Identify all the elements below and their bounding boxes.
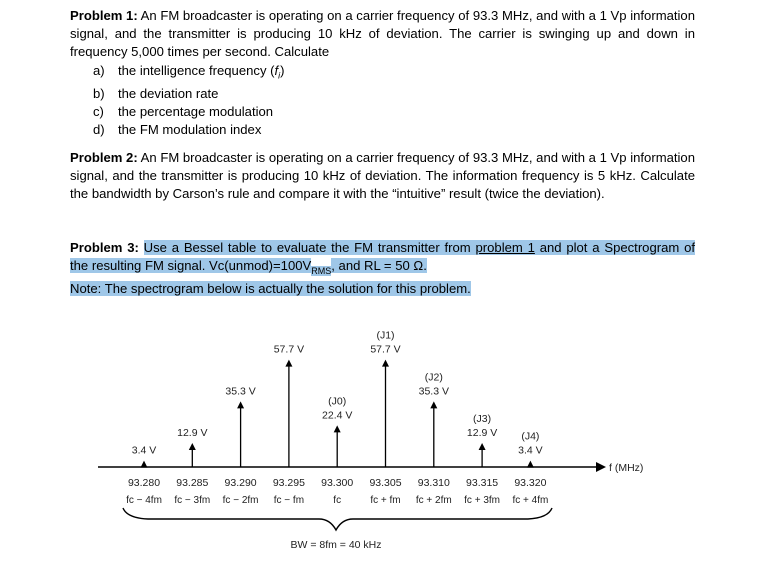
voltage-label: 35.3 V <box>225 385 256 398</box>
frequency-expression: fc − 3fm <box>174 495 211 506</box>
problem-1-label: Problem 1: <box>70 8 138 23</box>
axis-label: f (MHz) <box>609 462 644 474</box>
bandwidth-brace <box>123 508 552 530</box>
line-arrow-icon <box>382 360 389 367</box>
frequency-expression: fc <box>333 495 342 506</box>
voltage-label: 12.9 V <box>177 427 208 440</box>
problem-3-text: Problem 3: Use a Bessel table to evaluate the FM transmitter from problem 1 and plot a Spectrogram of the resulting FM signal. $Vc(unmod)=100V_{RMS}$, and RL = 50 Ω. Note: The spectrogram below is actually the solution for this problem. <box>70 240 696 297</box>
line-arrow-icon <box>479 443 486 450</box>
frequency-expression: fc + 2fm <box>415 495 452 506</box>
frequency-tick-label: 93.285 <box>176 477 209 489</box>
list-item: a) the intelligence frequency $(f_i)$ <box>93 63 285 81</box>
voltage-label: 35.3 V <box>418 385 449 398</box>
list-item: c) the percentage modulation <box>93 104 274 120</box>
voltage-label: 22.4 V <box>322 409 353 422</box>
frequency-expression: fc − fm <box>273 495 305 506</box>
line-arrow-icon <box>430 401 437 408</box>
frequency-expression: fc − 2fm <box>222 495 259 506</box>
voltage-label: 57.7 V <box>273 343 305 356</box>
line-arrow-icon <box>189 443 196 450</box>
frequency-expression: fc + 3fm <box>464 495 501 506</box>
frequency-expression: fc + 4fm <box>512 495 549 506</box>
line-arrow-icon <box>334 425 341 432</box>
problem-2-label: Problem 2: <box>70 150 138 165</box>
bessel-label: (J4) <box>521 430 540 443</box>
line-arrow-icon <box>141 461 148 468</box>
bessel-label: (J2) <box>424 371 443 384</box>
list-item: d) the FM modulation index <box>93 122 262 138</box>
voltage-label: 12.9 V <box>466 427 498 440</box>
problem-1-list <box>93 62 285 139</box>
problem-1-text: Problem 1: An FM broadcaster is operating on a carrier frequency of 93.3 MHz, and with a 1 Vp information signal, and the transmitter is producing 10 kHz of deviation. The carrier is swinging up and down in frequency 5,000 times per second. Calculate <box>70 8 696 60</box>
bessel-label: (J1) <box>376 329 395 342</box>
voltage-label: 3.4 V <box>131 444 157 457</box>
frequency-tick-label: 93.290 <box>224 477 257 489</box>
frequency-tick-label: 93.300 <box>321 477 354 489</box>
line-arrow-icon <box>527 461 534 468</box>
line-arrow-icon <box>237 401 244 408</box>
bessel-label: (J3) <box>473 413 492 426</box>
problem-2-text: Problem 2: An FM broadcaster is operating on a carrier frequency of 93.3 MHz, and with a 1 Vp information signal, and the transmitter is producing 10 kHz of deviation. The information frequency is 5 kHz. Calculate the bandwidth by Carson’s rule and compare it with the “intuitive” result (twice the deviation). <box>70 150 696 202</box>
frequency-expression: fc + fm <box>370 495 401 506</box>
spectral-lines <box>126 330 548 506</box>
list-item: b) the deviation rate <box>93 85 219 101</box>
frequency-expression: fc − 4fm <box>126 495 162 506</box>
bessel-label: (J0) <box>328 395 347 408</box>
bandwidth-label: BW = 8fm = 40 kHz <box>290 539 382 551</box>
fm-spectrum-diagram <box>0 310 766 560</box>
problem-1-link[interactable]: problem 1 <box>475 240 535 255</box>
line-arrow-icon <box>285 360 292 367</box>
problem-3-label: Problem 3: <box>70 240 139 255</box>
frequency-tick-label: 93.280 <box>127 477 161 489</box>
axis-arrow-icon <box>596 462 606 472</box>
frequency-tick-label: 93.315 <box>466 477 499 489</box>
frequency-tick-label: 93.305 <box>369 477 402 489</box>
problem-3-note: Note: The spectrogram below is actually the solution for this problem. <box>70 281 471 297</box>
frequency-tick-label: 93.310 <box>417 477 450 489</box>
voltage-label: 57.7 V <box>370 343 401 356</box>
frequency-tick-label: 93.320 <box>514 477 547 489</box>
voltage-label: 3.4 V <box>518 444 543 457</box>
frequency-tick-label: 93.295 <box>272 477 305 489</box>
